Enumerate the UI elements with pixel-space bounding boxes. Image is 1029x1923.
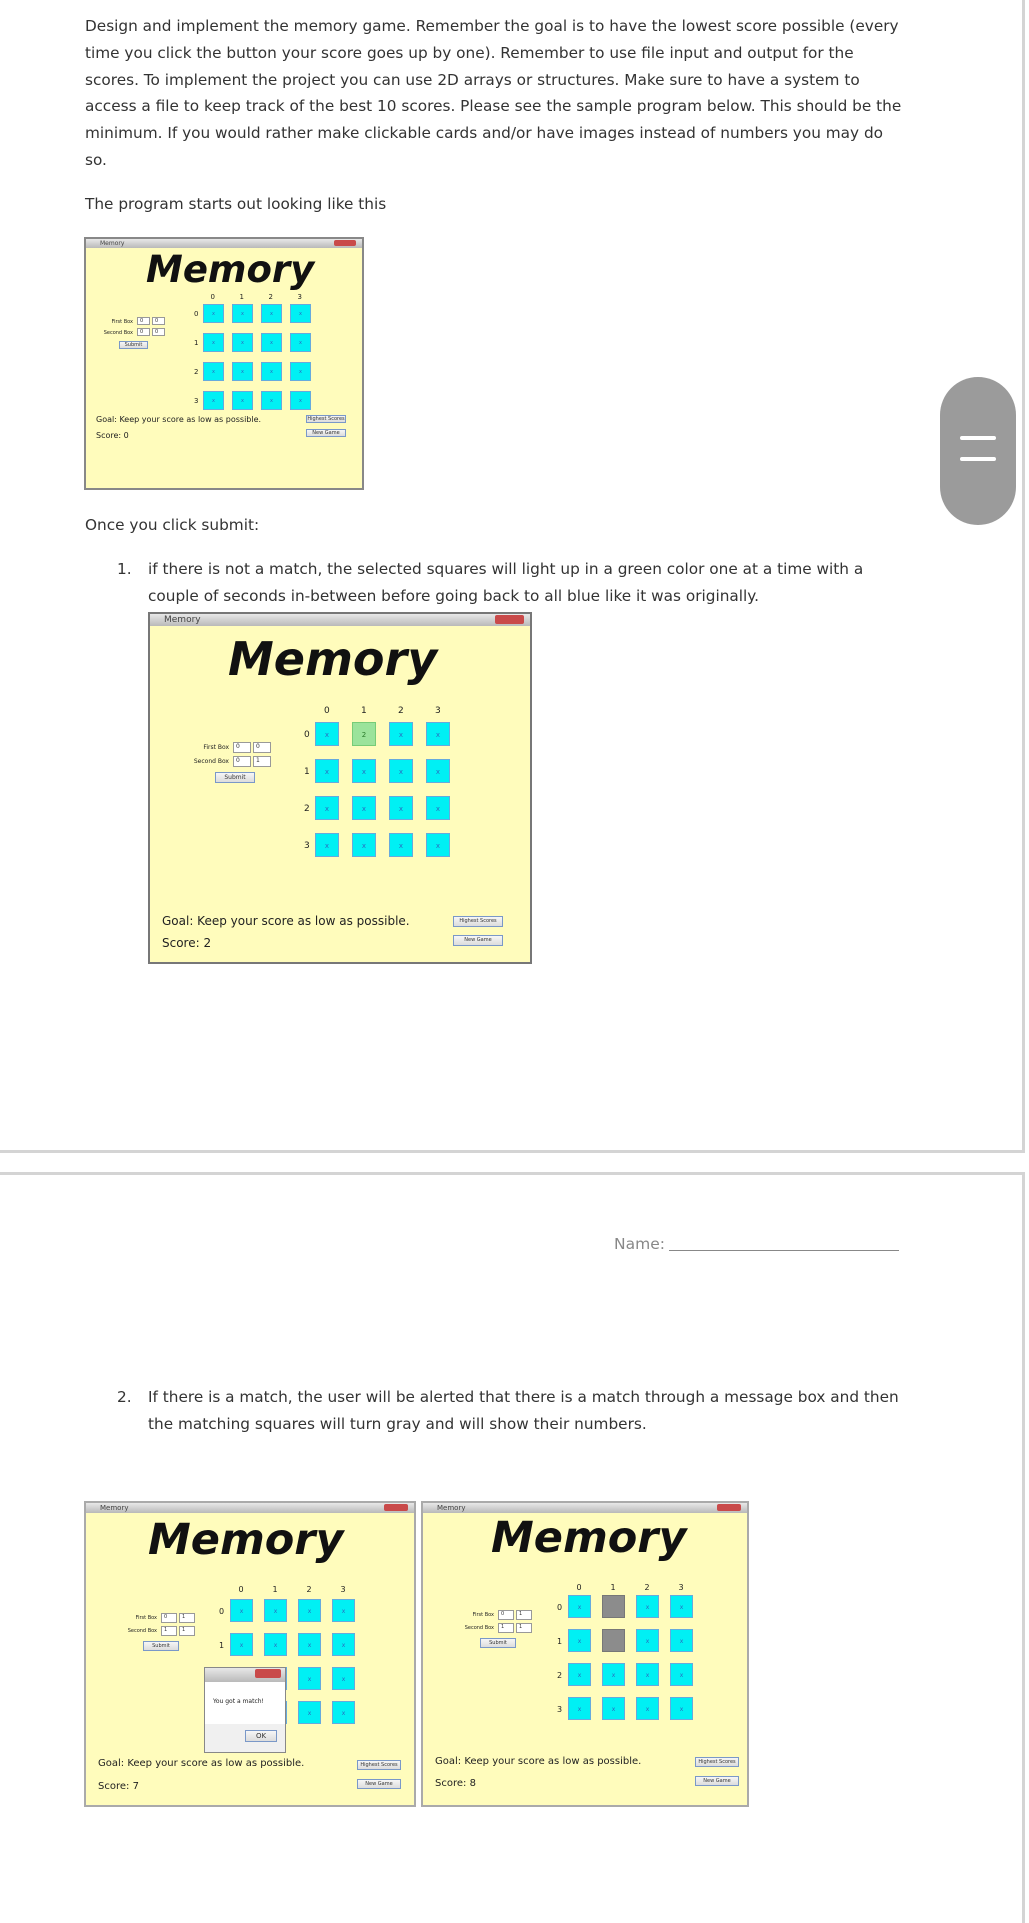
second-box-label: Second Box xyxy=(193,758,229,765)
column-header: 0 xyxy=(210,293,215,301)
ok-button[interactable]: OK xyxy=(245,1730,277,1742)
score-text xyxy=(435,1778,476,1789)
memory-card[interactable]: x xyxy=(298,1701,321,1724)
starts-text: The program starts out looking like this xyxy=(85,195,387,213)
memory-card[interactable]: x xyxy=(230,1599,253,1622)
step-1-text: if there is not a match, the selected squares will light up in a green color one at a time with a couple of seconds in-between before going back to all blue like it was originally. xyxy=(148,560,864,605)
highest-scores-button[interactable]: Highest Scores xyxy=(357,1760,401,1770)
column-header: 1 xyxy=(272,1585,278,1594)
memory-card[interactable]: x xyxy=(264,1599,287,1622)
memory-card[interactable]: x xyxy=(389,796,413,820)
submit-button[interactable]: Submit xyxy=(215,772,255,783)
name-field xyxy=(614,1235,899,1253)
row-header: 0 xyxy=(219,1606,225,1616)
name-label: Name: xyxy=(614,1235,665,1253)
message-box-title-bar xyxy=(205,1668,285,1682)
score-label: Score: xyxy=(96,431,124,440)
column-header: 0 xyxy=(238,1585,244,1594)
memory-card[interactable]: x xyxy=(298,1633,321,1656)
name-blank-line xyxy=(669,1250,899,1251)
row-header: 3 xyxy=(304,840,310,851)
memory-card[interactable]: x xyxy=(315,759,339,783)
title-bar xyxy=(86,1503,414,1513)
score-text xyxy=(162,936,211,950)
row-header: 3 xyxy=(557,1704,563,1714)
memory-card[interactable]: x xyxy=(426,759,450,783)
row-header: 2 xyxy=(304,803,310,814)
scroll-handle[interactable] xyxy=(940,377,1016,525)
row-header: 0 xyxy=(557,1602,563,1612)
new-game-button[interactable]: New Game xyxy=(306,429,346,437)
first-box-col-input[interactable]: 1 xyxy=(179,1613,195,1623)
title-bar-text: Memory xyxy=(100,1504,129,1512)
screenshot-match-message xyxy=(84,1501,416,1807)
memory-card[interactable]: x xyxy=(261,362,282,381)
first-box-row-input[interactable]: 0 xyxy=(161,1613,177,1623)
close-icon[interactable] xyxy=(255,1669,281,1678)
score-text xyxy=(96,431,129,440)
close-icon[interactable] xyxy=(495,615,524,624)
column-header: 1 xyxy=(610,1583,616,1592)
title-bar xyxy=(423,1503,747,1513)
first-box-row-input[interactable]: 0 xyxy=(137,317,150,325)
score-value: 2 xyxy=(203,936,212,950)
memory-card[interactable]: x xyxy=(232,391,253,410)
highest-scores-button[interactable]: Highest Scores xyxy=(453,916,503,927)
memory-card[interactable]: x xyxy=(203,362,224,381)
second-box-row-input[interactable]: 0 xyxy=(137,328,150,336)
memory-card[interactable]: x xyxy=(203,333,224,352)
memory-card[interactable]: x xyxy=(203,391,224,410)
memory-card[interactable]: x xyxy=(426,796,450,820)
memory-card[interactable]: x xyxy=(332,1701,355,1724)
submit-text: Once you click submit: xyxy=(85,516,260,534)
submit-button[interactable]: Submit xyxy=(119,341,148,349)
memory-card[interactable]: x xyxy=(602,1663,625,1686)
memory-card[interactable]: x xyxy=(602,1697,625,1720)
memory-card[interactable]: x xyxy=(670,1697,693,1720)
memory-card[interactable]: x xyxy=(636,1697,659,1720)
message-box xyxy=(204,1667,286,1753)
column-header: 2 xyxy=(644,1583,650,1592)
new-game-button[interactable]: New Game xyxy=(357,1779,401,1789)
memory-card[interactable] xyxy=(602,1595,625,1618)
row-header: 3 xyxy=(194,397,199,405)
first-box-row-input[interactable]: 0 xyxy=(233,742,251,753)
column-header: 2 xyxy=(398,706,404,716)
memory-card[interactable]: x xyxy=(290,333,311,352)
row-header: 1 xyxy=(219,1640,225,1650)
second-box-label: Second Box xyxy=(127,1628,157,1634)
memory-card[interactable]: x xyxy=(670,1663,693,1686)
memory-card[interactable]: x xyxy=(332,1599,355,1622)
app-logo: Memory xyxy=(148,1515,344,1565)
memory-card[interactable]: x xyxy=(568,1663,591,1686)
first-box-row-input[interactable]: 0 xyxy=(498,1610,514,1620)
second-box-col-input[interactable]: 0 xyxy=(152,328,165,336)
memory-card[interactable]: x xyxy=(290,304,311,323)
app-logo: Memory xyxy=(228,632,438,686)
memory-card[interactable]: x xyxy=(315,722,339,746)
row-header: 1 xyxy=(557,1636,563,1646)
second-box-col-input[interactable]: 1 xyxy=(253,756,271,767)
submit-button[interactable]: Submit xyxy=(143,1641,179,1651)
screenshot-no-match xyxy=(148,612,532,964)
column-header: 1 xyxy=(361,706,367,716)
memory-card[interactable]: x xyxy=(332,1633,355,1656)
step-2-text: If there is a match, the user will be alerted that there is a match through a message box and then the matching squares will turn gray and will show their numbers. xyxy=(148,1388,899,1433)
memory-card[interactable]: 2 xyxy=(352,722,376,746)
memory-card[interactable]: x xyxy=(298,1667,321,1690)
memory-card[interactable]: x xyxy=(636,1663,659,1686)
goal-text: Goal: Keep your score as low as possible. xyxy=(98,1758,305,1769)
memory-card[interactable]: x xyxy=(203,304,224,323)
column-header: 3 xyxy=(340,1585,346,1594)
screenshot-match-gray xyxy=(421,1501,749,1807)
memory-card[interactable]: x xyxy=(261,304,282,323)
memory-card[interactable]: x xyxy=(261,333,282,352)
memory-card[interactable]: x xyxy=(636,1629,659,1652)
row-header: 0 xyxy=(194,310,199,318)
new-game-button[interactable]: New Game xyxy=(695,1776,739,1786)
memory-card[interactable]: x xyxy=(315,833,339,857)
memory-card[interactable]: x xyxy=(352,759,376,783)
screenshot-initial xyxy=(84,237,364,490)
second-box-col-input[interactable]: 1 xyxy=(516,1623,532,1633)
column-header: 2 xyxy=(306,1585,312,1594)
second-box-row-input[interactable]: 0 xyxy=(233,756,251,767)
memory-card[interactable]: x xyxy=(352,796,376,820)
title-bar-text: Memory xyxy=(164,615,201,625)
memory-card[interactable]: x xyxy=(290,362,311,381)
column-header: 1 xyxy=(239,293,244,301)
score-label: Score: xyxy=(435,1778,470,1789)
first-box-col-input[interactable]: 0 xyxy=(152,317,165,325)
intro-paragraph: Design and implement the memory game. Remember the goal is to have the lowest score possible (every time you click the button your score goes up by one). Remember to use file input and output for the scores. To implement the project you can use 2D arrays or structures. Make sure to have a system to access a file to keep track of the best 10 scores. Please see the sample program below. This should be the minimum. If you would rather make clickable cards and/or have images instead of numbers you may do so. xyxy=(85,17,902,169)
memory-card[interactable]: x xyxy=(332,1667,355,1690)
title-bar-text: Memory xyxy=(437,1504,466,1512)
memory-card[interactable]: x xyxy=(290,391,311,410)
memory-card[interactable]: x xyxy=(230,1633,253,1656)
memory-card[interactable]: x xyxy=(298,1599,321,1622)
memory-card[interactable]: x xyxy=(426,833,450,857)
second-box-label: Second Box xyxy=(464,1625,494,1631)
app-logo: Memory xyxy=(491,1513,687,1563)
memory-card[interactable]: x xyxy=(389,759,413,783)
message-text: You got a match! xyxy=(213,1698,264,1705)
score-value: 8 xyxy=(469,1778,476,1789)
memory-card[interactable]: x xyxy=(232,362,253,381)
score-text xyxy=(98,1781,139,1792)
row-header: 1 xyxy=(304,766,310,777)
title-bar-text: Memory xyxy=(100,240,125,247)
step-2-number: 2. xyxy=(117,1388,132,1406)
memory-card[interactable]: x xyxy=(568,1629,591,1652)
goal-text: Goal: Keep your score as low as possible. xyxy=(435,1756,642,1767)
memory-card[interactable]: x xyxy=(636,1595,659,1618)
title-bar xyxy=(150,614,530,626)
memory-card[interactable]: x xyxy=(426,722,450,746)
column-header: 3 xyxy=(435,706,441,716)
row-header: 1 xyxy=(194,339,199,347)
memory-card[interactable] xyxy=(602,1629,625,1652)
step-1-number: 1. xyxy=(117,560,132,578)
memory-card[interactable]: x xyxy=(315,796,339,820)
highest-scores-button[interactable]: Highest Scores xyxy=(695,1757,739,1767)
memory-card[interactable]: x xyxy=(670,1595,693,1618)
score-value: 7 xyxy=(132,1781,139,1792)
app-logo: Memory xyxy=(146,248,315,291)
goal-text: Goal: Keep your score as low as possible. xyxy=(96,415,262,424)
memory-card[interactable]: x xyxy=(264,1633,287,1656)
memory-card[interactable]: x xyxy=(568,1595,591,1618)
handle-grip-line-bottom xyxy=(960,457,996,461)
memory-card[interactable]: x xyxy=(261,391,282,410)
score-label: Score: xyxy=(162,936,204,950)
score-label: Score: xyxy=(98,1781,133,1792)
second-box-label: Second Box xyxy=(103,330,133,336)
second-box-col-input[interactable]: 1 xyxy=(179,1626,195,1636)
second-box-row-input[interactable]: 1 xyxy=(498,1623,514,1633)
memory-card[interactable]: x xyxy=(670,1629,693,1652)
first-box-col-input[interactable]: 0 xyxy=(253,742,271,753)
first-box-label: First Box xyxy=(111,319,133,325)
column-header: 3 xyxy=(297,293,302,301)
second-box-row-input[interactable]: 1 xyxy=(161,1626,177,1636)
new-game-button[interactable]: New Game xyxy=(453,935,503,946)
memory-card[interactable]: x xyxy=(389,722,413,746)
column-header: 2 xyxy=(268,293,273,301)
row-header: 2 xyxy=(194,368,199,376)
first-box-label: First Box xyxy=(203,744,229,751)
memory-card[interactable]: x xyxy=(232,333,253,352)
memory-card[interactable]: x xyxy=(389,833,413,857)
close-icon[interactable] xyxy=(334,240,356,246)
row-header: 2 xyxy=(557,1670,563,1680)
memory-card[interactable]: x xyxy=(232,304,253,323)
row-header: 0 xyxy=(304,729,310,740)
first-box-label: First Box xyxy=(135,1615,157,1621)
goal-text: Goal: Keep your score as low as possible. xyxy=(162,914,410,928)
score-value: 0 xyxy=(123,431,129,440)
column-header: 0 xyxy=(576,1583,582,1592)
close-icon[interactable] xyxy=(384,1504,408,1511)
title-bar xyxy=(86,239,362,248)
column-header: 3 xyxy=(678,1583,684,1592)
first-box-label: First Box xyxy=(472,1612,494,1618)
first-box-col-input[interactable]: 1 xyxy=(516,1610,532,1620)
page-gap xyxy=(0,1153,1029,1172)
close-icon[interactable] xyxy=(717,1504,741,1511)
handle-grip-line-top xyxy=(960,436,996,440)
column-header: 0 xyxy=(324,706,330,716)
memory-card[interactable]: x xyxy=(352,833,376,857)
submit-button[interactable]: Submit xyxy=(480,1638,516,1648)
highest-scores-button[interactable]: Highest Scores xyxy=(307,416,345,422)
memory-card[interactable]: x xyxy=(568,1697,591,1720)
